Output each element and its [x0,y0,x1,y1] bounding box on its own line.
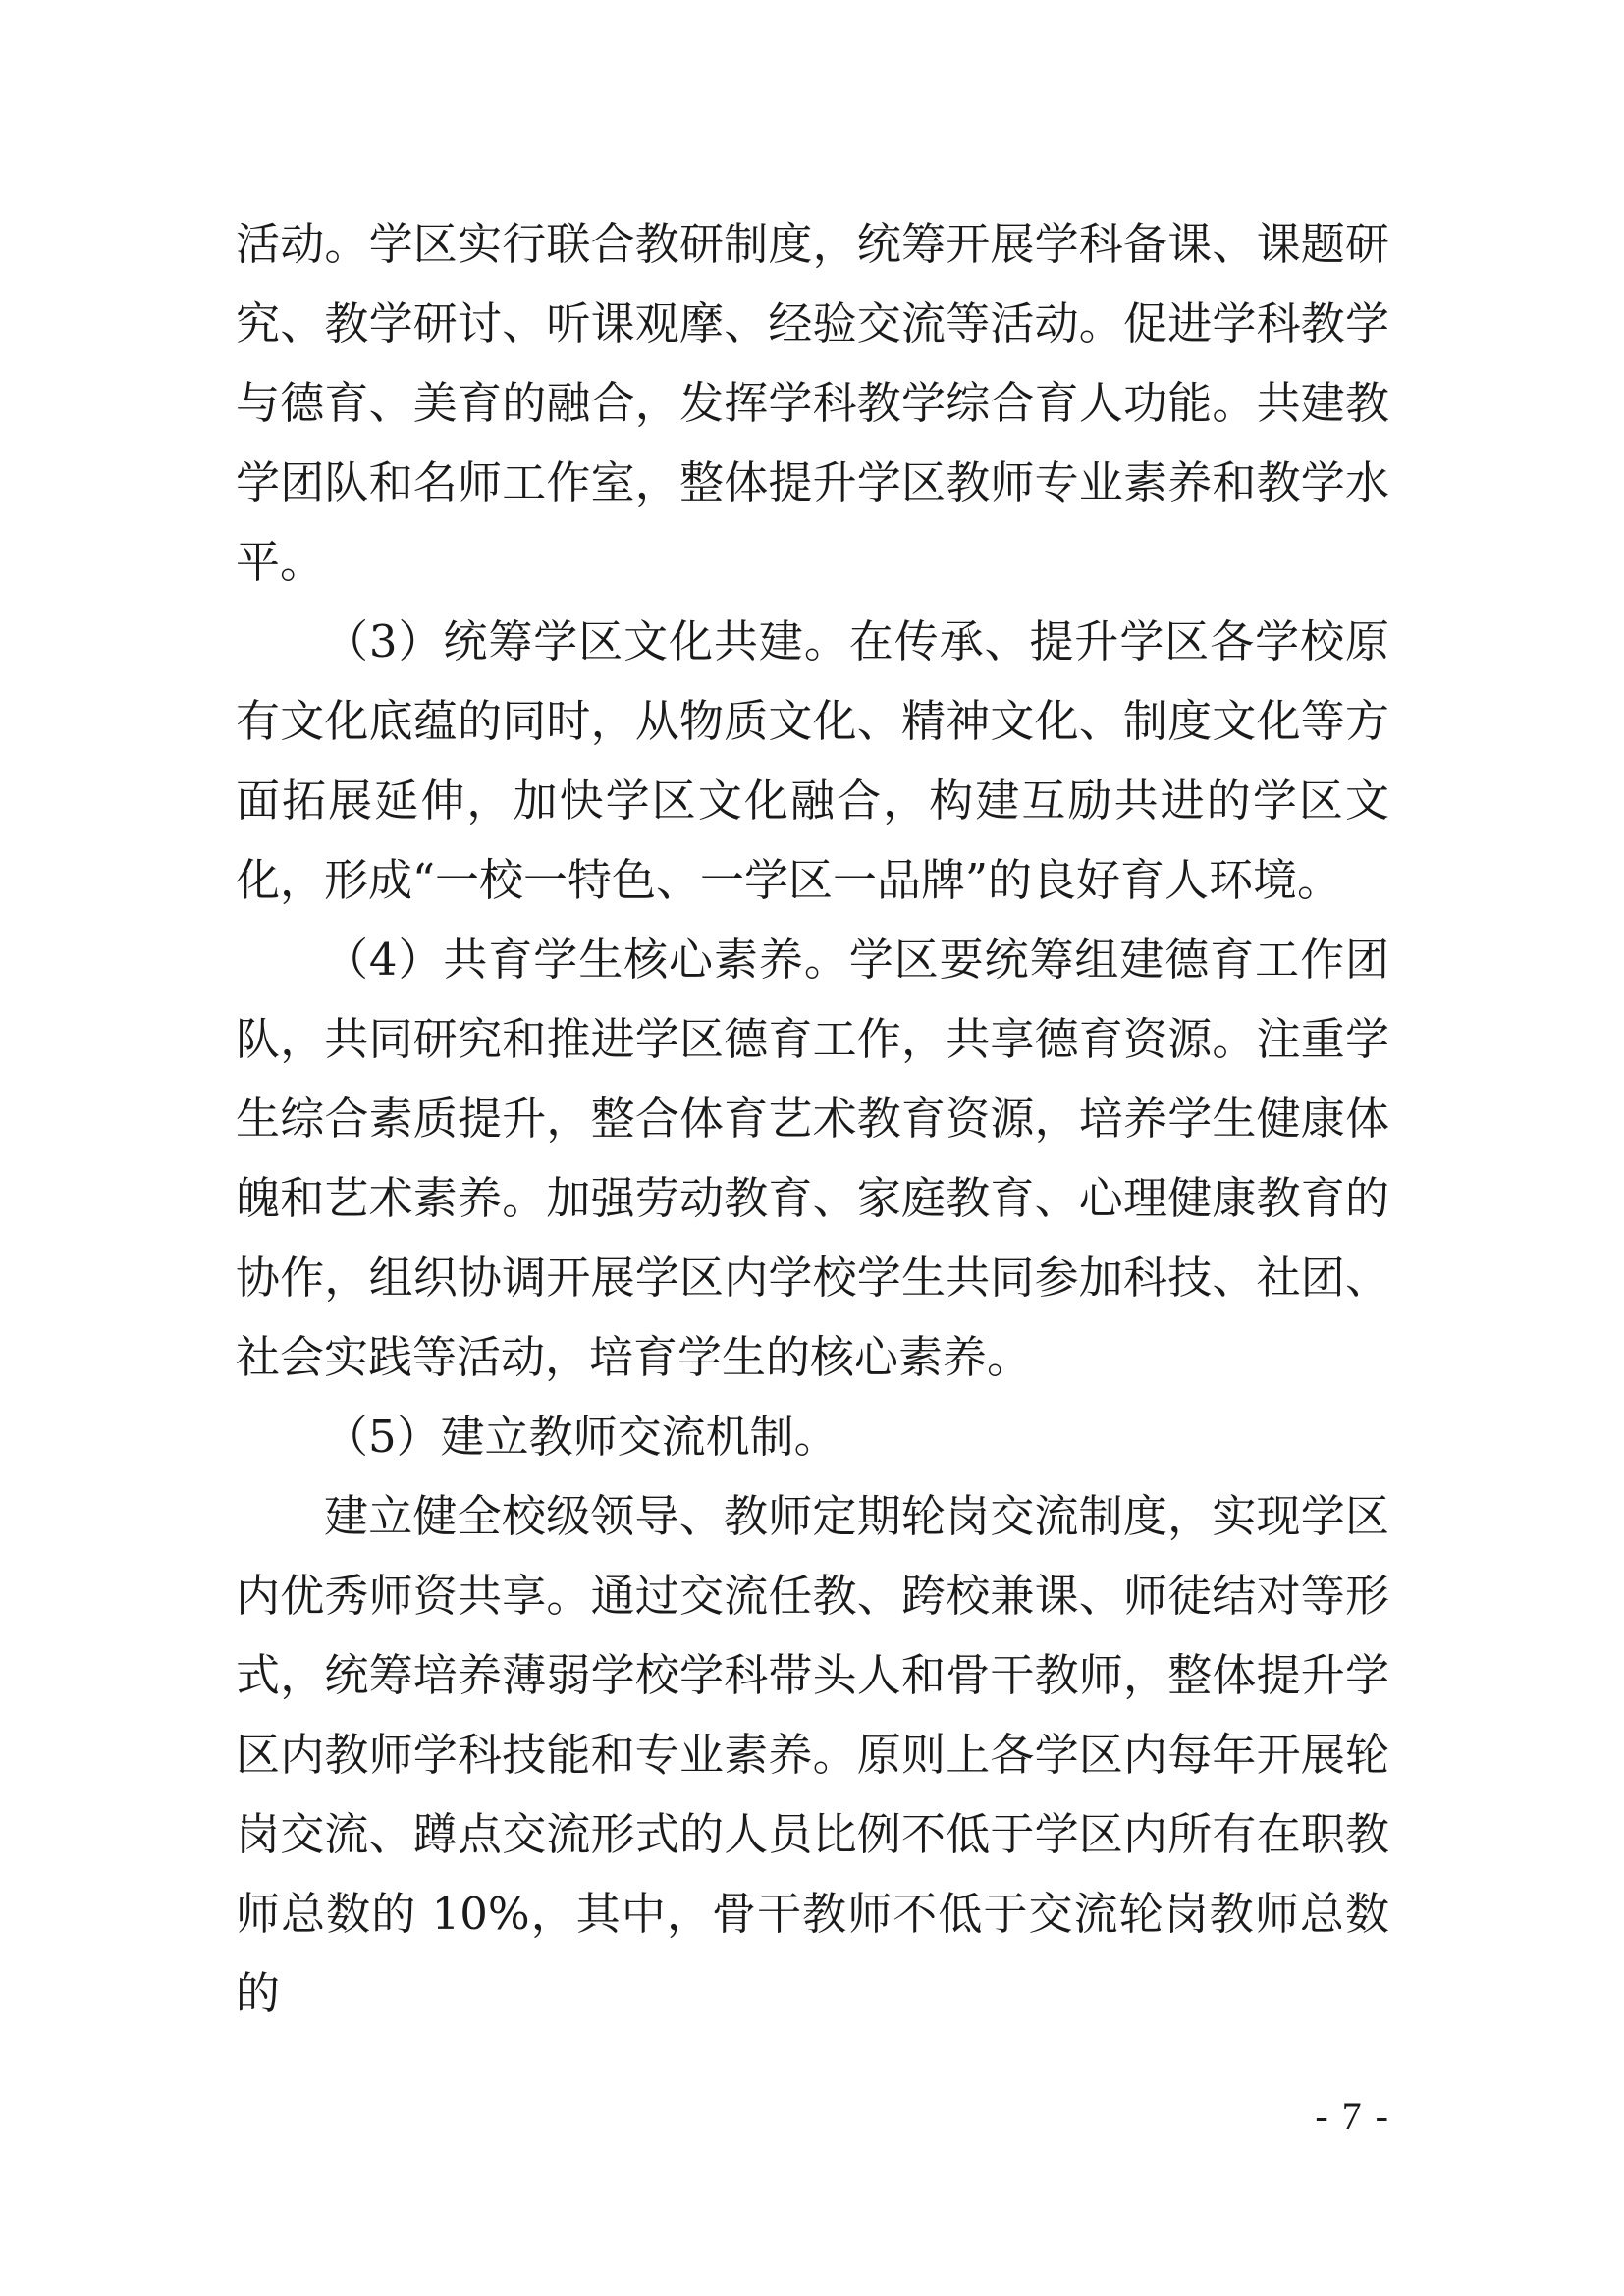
paragraph-4: （5）建立教师交流机制。 [324,1411,839,1463]
paragraph-5: 建立健全校级领导、教师定期轮岗交流制度，实现学区内优秀师资共享。通过交流任教、跨校兼课、师徒结对等形式，统筹培养薄弱学校学科带头人和骨干教师，整体提升学区内教师学科技能和专业素养。原则上各学区内每年开展轮岗交流、蹲点交流形式的人员比例不低于学区内所有在职教师总数的 10%，其中，骨干教师不低于交流轮岗教师总数的 [236,1490,1389,2019]
paragraph-3: （4）共育学生核心素养。学区要统筹组建德育工作团队，共同研究和推进学区德育工作，共享德育资源。注重学生综合素质提升，整合体育艺术教育资源，培养学生健康体魄和艺术素养。加强劳动教育、家庭教育、心理健康教育的协作，组织协调开展学区内学校学生共同参加科技、社团、社会实践等活动，培育学生的核心素养。 [236,934,1389,1383]
document-body [236,204,1389,2033]
page-number: - 7 - [1315,2094,1390,2138]
paragraph-2: （3）统筹学区文化共建。在传承、提升学区各学校原有文化底蕴的同时，从物质文化、精神文化、制度文化等方面拓展延伸，加快学区文化融合，构建互励共进的学区文化，形成“一校一特色、一学区一品牌”的良好育人环境。 [236,615,1389,906]
paragraph-1: 活动。学区实行联合教研制度，统筹开展学科备课、课题研究、教学研讨、听课观摩、经验交流等活动。促进学科教学与德育、美育的融合，发挥学科教学综合育人功能。共建教学团队和名师工作室，整体提升学区教师专业素养和教学水平。 [236,218,1389,588]
